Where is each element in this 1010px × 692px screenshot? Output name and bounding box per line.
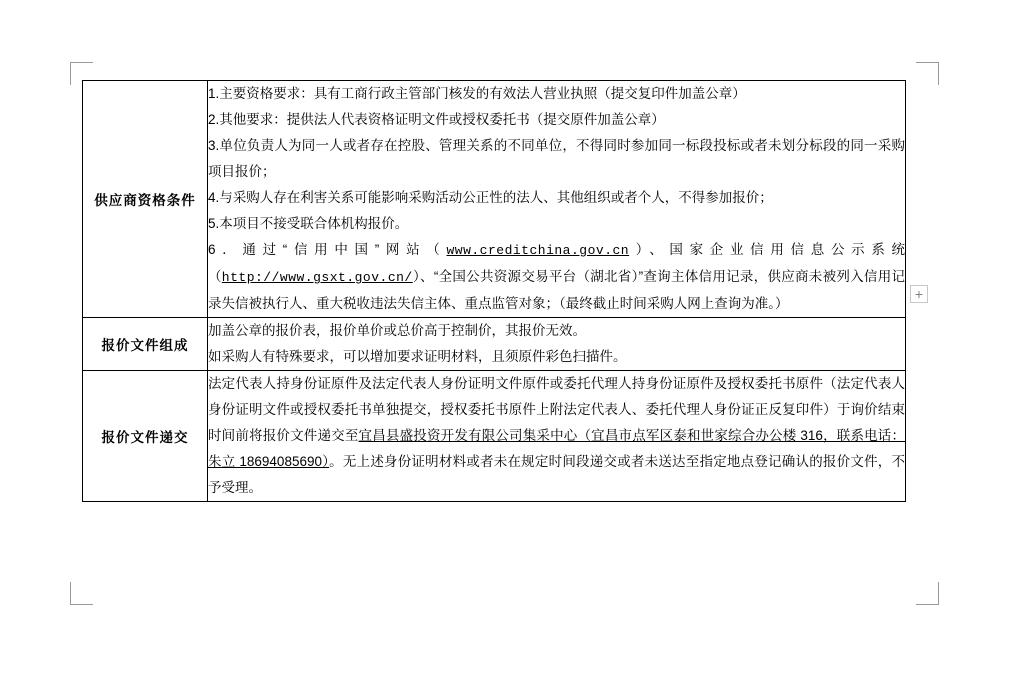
requirements-table (82, 80, 906, 502)
gsxt-link[interactable]: http://www.gsxt.gov.cn/ (221, 270, 413, 285)
clause-line: 4.与采购人存在利害关系可能影响采购活动公正性的法人、其他组织或者个人，不得参加报价； (208, 190, 773, 205)
submission-paragraph (208, 371, 905, 501)
clause-line: 3.单位负责人为同一人或者存在控股、管理关系的不同单位，不得同时参加同一标段投标或者未划分标段的同一采购项目报价； (208, 138, 905, 179)
row-content-bid-document-composition (208, 318, 906, 371)
clause-line: 5.本项目不接受联合体机构报价。 (208, 216, 409, 231)
crop-mark-bottom-right (916, 582, 939, 605)
clause6-prefix: 6．通过“信用中国”网站（ (208, 242, 447, 257)
row-label-bid-document-composition: 报价文件组成 (83, 318, 208, 371)
clause-line: 2.其他要求：提供法人代表资格证明文件或授权委托书（提交原件加盖公章） (208, 112, 665, 127)
table-row (83, 318, 906, 371)
submission-text-after: 。无上述身份证明材料或者未在规定时间段递交或者未送达至指定地点登记确认的报价文件，不予受理。 (208, 454, 906, 495)
clause-line: 1.主要资格要求：具有工商行政主管部门核发的有效法人营业执照（提交复印件加盖公章） (208, 86, 746, 101)
row-label-bid-document-submission: 报价文件递交 (83, 371, 208, 502)
clause6-mid2: ）、“全国公共资源交易平台（湖北省）”查询主体信用记录，供应商未被列入信用记录失信被执行人、重大税收违法失信主体、重点监管对象；（最终截止时间采购人网上查询为准。） (208, 269, 906, 311)
clause-line-credit (208, 237, 905, 317)
clause-line: 如采购人有特殊要求，可以增加要求证明材料，且须原件彩色扫描件。 (208, 349, 627, 364)
row-content-bid-document-submission (208, 371, 906, 502)
submission-text-before: 法定代表人持身份证原件及法定代表人身份证明文件原件或委托代理人持身份证原件及授权委托书原件（法定代表人身份证明文件或授权委托书单独提交，授权委托书原件上附法定代表人、委托代理人身份证正反复印件）于询价结束时间前将报价文件递交至 (208, 376, 905, 443)
row-label-supplier-qualification: 供应商资格条件 (83, 81, 208, 318)
crop-mark-bottom-left (70, 582, 93, 605)
clause6-mid1: ）、国家企业信用信息公示系统（ (208, 242, 906, 284)
row-content-supplier-qualification (208, 81, 906, 318)
table-row (83, 371, 906, 502)
submission-address-underlined: 宜昌县盛投资开发有限公司集采中心（宜昌市点军区泰和世家综合办公楼 316，联系电话：朱立 18694085690） (208, 428, 905, 469)
clause-line: 加盖公章的报价表，报价单价或总价高于控制价，其报价无效。 (208, 323, 586, 338)
creditchina-link[interactable]: www.creditchina.gov.cn (446, 243, 630, 258)
table-row (83, 81, 906, 318)
crop-mark-top-right (916, 62, 939, 85)
add-row-button[interactable]: + (910, 285, 928, 303)
